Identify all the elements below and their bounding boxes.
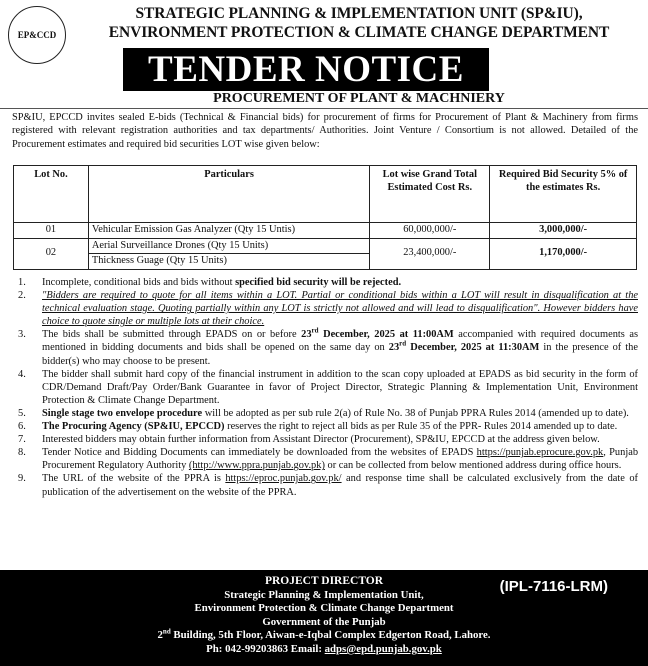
link[interactable]: https://eproc.punjab.gov.pk/ <box>225 473 342 485</box>
item-number: 3. <box>18 329 26 341</box>
list-item <box>12 446 638 472</box>
item-number: 8. <box>18 447 26 459</box>
text-segment: December, 2025 at 11:00AM <box>318 329 454 341</box>
item-text <box>42 420 638 433</box>
list-item <box>12 420 638 433</box>
item-number: 1. <box>18 277 26 288</box>
list-item <box>12 368 638 407</box>
item-text <box>42 446 638 472</box>
notice-title: TENDER NOTICE <box>123 48 489 91</box>
table-row <box>14 223 637 239</box>
text-segment: will be adopted as per sub rule 2(a) of Rule No. 38 of Punjab PPRA Rules 2014 (amended up to date). <box>202 407 629 419</box>
email-link[interactable]: adps@epd.punjab.gov.pk <box>324 642 442 655</box>
col-particulars: Particulars <box>88 166 369 223</box>
address-sup: nd <box>162 627 171 636</box>
text-segment: or can be collected from below mentioned address during office hours. <box>324 460 622 472</box>
list-item <box>12 472 638 498</box>
lots-table <box>13 165 637 270</box>
unit-name: STRATEGIC PLANNING & IMPLEMENTATION UNIT (SP&IU), <box>135 5 583 22</box>
col-lot: Lot No. <box>14 166 89 223</box>
text-segment: in the presence of the bidder(s) who may choose to be present. <box>42 342 638 367</box>
table-header-row <box>14 166 637 223</box>
bid-security: 1,170,000/- <box>490 238 637 269</box>
text-segment: Single stage two envelope procedure <box>42 407 203 419</box>
cost: 60,000,000/- <box>370 223 490 239</box>
text-segment: The URL of the website of the PPRA is <box>42 473 226 485</box>
text-segment: December, 2025 at 11:30AM <box>406 342 540 354</box>
table-row <box>14 238 637 254</box>
col-security: Required Bid Security 5% of the estimates Rs. <box>490 166 637 223</box>
text-segment: reserves the right to reject all bids as per Rule 35 of the PPR- Rules 2014 amended up to date. <box>224 421 618 433</box>
text-segment: The bidder shall submit hard copy of the financial instrument in addition to the scan copy uploaded at EPADS as bid security in the form of CDR/Demand Draft/Pay Order/Bank Guarantee in favor of Project Director, Strategic Planning & Implementation Unit, Environment Protection & Climate Change Department. <box>42 368 638 406</box>
item-number: 5. <box>18 407 26 419</box>
item-text <box>42 328 638 367</box>
notice-header <box>0 0 648 108</box>
logo-text: EP&CCD <box>17 30 57 40</box>
list-item <box>12 433 638 446</box>
particular: Aerial Surveillance Drones (Qty 15 Units) <box>88 238 369 254</box>
cost: 23,400,000/- <box>370 238 490 269</box>
lot-no: 01 <box>14 223 89 239</box>
phone: Ph: 042-99203863 Email: <box>206 642 325 655</box>
item-number: 7. <box>18 434 26 446</box>
list-item <box>12 328 638 367</box>
item-text <box>42 433 638 446</box>
intro-paragraph: SP&IU, EPCCD invites sealed E-bids (Technical & Financial bids) for procurement of firms for Procurement of Plant & Machinery from firms registered with relevant registration authorities and tax departments/ Authorities. Joint Venture / Consortium is not allowed. Detailed of the Procurement estimates and required bid securities LOT wise given below: <box>12 112 638 150</box>
department-name: ENVIRONMENT PROTECTION & CLIMATE CHANGE DEPARTMENT <box>108 24 610 41</box>
item-text <box>42 407 638 420</box>
text-segment: 23 <box>301 329 312 341</box>
list-item <box>12 289 638 328</box>
text-segment: The bids shall be submitted through EPADS on or before <box>42 329 302 341</box>
footer-phone-email <box>0 643 648 657</box>
particular: Vehicular Emission Gas Analyzer (Qty 15 Untis) <box>88 223 369 239</box>
bid-security: 3,000,000/- <box>490 223 637 239</box>
text-segment: and response time shall be calculated exclusively from the date of publication of the advertisement on the website of the PPRA. <box>42 473 638 498</box>
notice-subtitle: PROCUREMENT OF PLANT & MACHNIERY <box>213 91 505 106</box>
text-segment: rd <box>399 340 407 348</box>
item-number: 9. <box>18 473 26 485</box>
item-text <box>42 289 638 328</box>
text-segment: 23 <box>388 342 400 354</box>
text-segment: Tender Notice and Bidding Documents can immediately be downloaded from the websites of EPADS <box>42 447 477 459</box>
item-text <box>42 472 638 498</box>
col-cost: Lot wise Grand Total Estimated Cost Rs. <box>370 166 490 223</box>
reference-code: (IPL-7116-LRM) <box>499 578 608 595</box>
footer-title: PROJECT DIRECTOR <box>264 575 384 587</box>
item-number: 6. <box>18 421 26 433</box>
text-segment: rd <box>311 326 319 335</box>
text-segment: "Bidders are required to quote for all items within a LOT. Partial or conditional bids within a LOT will result in disqualification at the technical evaluation stage. Quoting partially within any LOT is strictly not allowed and will lead to disqualification". However bidders have choice to quote single or multiple lots at their choice. <box>42 290 638 328</box>
lot-no: 02 <box>14 238 89 269</box>
address-number: 2 <box>157 629 163 642</box>
text-segment: Interested bidders may obtain further information from Assistant Director (Procurement), SP&IU, EPCCD at the address given below. <box>42 434 600 446</box>
text-segment: accompanied with required documents as mentioned in bidding documents and bids shall be opened on the same day on <box>42 329 639 354</box>
item-text <box>42 368 638 407</box>
text-segment: specified bid security will be rejected. <box>235 277 402 288</box>
item-text <box>42 276 638 289</box>
list-item <box>12 407 638 420</box>
text-segment: The Procuring Agency (SP&IU, EPCCD) <box>42 421 225 433</box>
particular: Thickness Guage (Qty 15 Units) <box>88 254 369 270</box>
text-segment: , Punjab Procurement Regulatory Authority <box>42 447 639 472</box>
department-logo <box>8 6 66 64</box>
link[interactable]: https://punjab.eprocure.gov.pk <box>476 447 604 459</box>
footer-department: Environment Protection & Climate Change Department <box>194 602 454 615</box>
text-segment: Incomplete, conditional bids and bids without <box>42 277 236 288</box>
terms-list <box>12 276 638 499</box>
item-number: 4. <box>18 368 26 380</box>
address-text: Building, 5th Floor, Aiwan-e-Iqbal Complex Edgerton Road, Lahore. <box>170 629 491 642</box>
item-number: 2. <box>18 290 26 302</box>
footer-government: Government of the Punjab <box>262 615 386 628</box>
footer-address <box>0 629 648 643</box>
footer-unit: Strategic Planning & Implementation Unit, <box>224 588 424 601</box>
list-item <box>12 276 638 289</box>
divider <box>0 108 648 109</box>
link[interactable]: (http://www.ppra.punjab.gov.pk) <box>188 460 325 472</box>
